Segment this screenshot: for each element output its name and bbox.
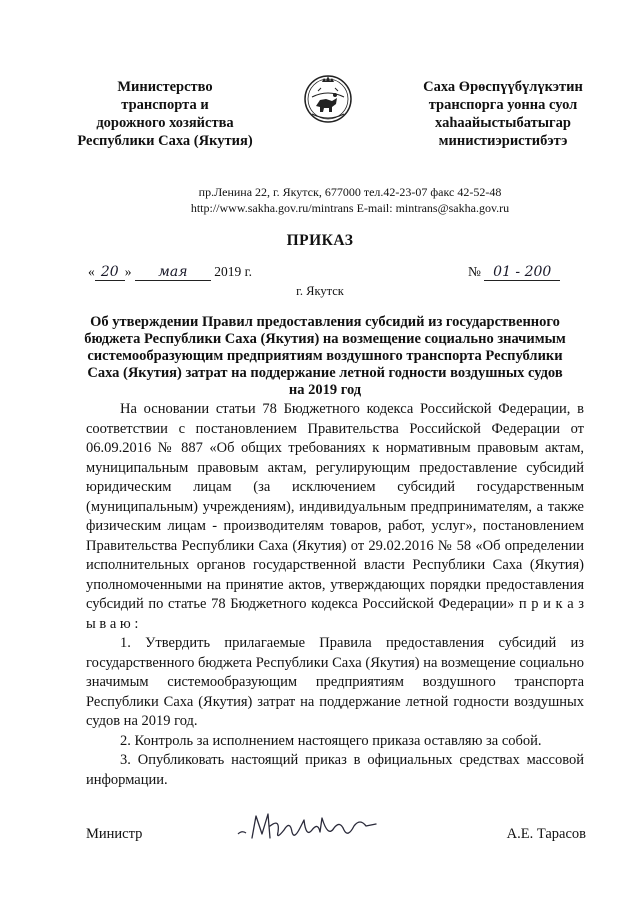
ministry-name-line: министиэристибэтэ [438, 133, 568, 149]
ministry-name-line: транспорта и [121, 97, 209, 113]
ministry-name-russian [58, 78, 272, 150]
coat-of-arms-emblem [302, 70, 354, 128]
contact-info [150, 184, 550, 216]
signature-block [86, 826, 586, 856]
address-line: пр.Ленина 22, г. Якутск, 677000 тел.42-23-07 факс 42-52-48 [198, 185, 502, 199]
order-item: 1. Утвердить прилагаемые Правила предоставления субсидий из государственного бюджета Республики Саха (Якутия) на возмещение социально значимым системообразующим предприятиям воздушного транспорта Республики Саха (Якутия) затрат на поддержание летной годности воздушных судов на 2019 год. [86, 635, 584, 729]
ministry-name-line: Республики Саха (Якутия) [77, 133, 253, 149]
order-number [468, 264, 560, 281]
date-month: мая [135, 264, 211, 281]
ministry-name-line: Министерство [117, 79, 213, 95]
number-value: 01 - 200 [484, 264, 560, 281]
number-label: № [468, 264, 481, 279]
date-quote-close: » [124, 264, 132, 279]
order-item: 3. Опубликовать настоящий приказ в официальных средствах массовой информации. [86, 752, 584, 788]
order-date [88, 264, 252, 281]
date-quote-open: « [88, 264, 95, 279]
ministry-name-line: транспорга уонна суол [428, 97, 578, 113]
subject-line: бюджета Республики Саха (Якутия) на возмещение социально значимым [84, 331, 566, 347]
handwritten-signature [234, 808, 384, 848]
ministry-name-line: Саха Өрөспүүбүлүкэтин [423, 79, 583, 95]
subject-line: Об утверждении Правил предоставления субсидий из государственного [90, 314, 560, 330]
web-email-line: http://www.sakha.gov.ru/mintrans E-mail: mintrans@sakha.gov.ru [190, 201, 510, 215]
subject-line: Саха (Якутия) затрат на поддержание летной годности воздушных судов [87, 365, 563, 381]
date-year: 2019 г. [214, 264, 253, 279]
order-item: 2. Контроль за исполнением настоящего приказа оставляю за собой. [120, 732, 542, 749]
ministry-name-line: хаһаайыстыбатыгар [435, 115, 571, 131]
signatory-name: А.Е. Тарасов [506, 826, 586, 842]
date-day: 20 [95, 264, 125, 281]
signatory-title: Министр [86, 826, 143, 842]
document-title: ПРИКАЗ [286, 232, 354, 249]
subject-line: на 2019 год [288, 382, 362, 398]
order-subject [58, 314, 592, 399]
preamble-paragraph: На основании статьи 78 Бюджетного кодекса Российской Федерации, в соответствии с постановлением Правительства Российской Федерации от 06.09.2016 № 887 «Об общих требованиях к нормативным правовым актам, муниципальным правовым актам, регулирующим предоставление субсидий юридическим лицам (за исключением субсидий государственным (муниципальным) учреждениям), индивидуальным предпринимателям, а также физическим лицам - производителям товаров, работ, услуг», постановлением Правительства Республики Саха (Якутия) от 29.02.2016 № 58 «Об определении исполнительных органов государственной власти Республики Саха (Якутия) уполномоченными на принятие актов, утверждающих порядки предоставления субсидий по статье 78 Бюджетного кодекса Российской Федерации» п р и к а з ы в а ю : [86, 401, 584, 632]
city: г. Якутск [296, 284, 344, 298]
order-body [86, 400, 584, 790]
ministry-name-line: дорожного хозяйства [96, 115, 234, 131]
subject-line: системообразующим предприятиям воздушного транспорта Республики [87, 348, 563, 364]
ministry-name-yakut [396, 78, 610, 150]
